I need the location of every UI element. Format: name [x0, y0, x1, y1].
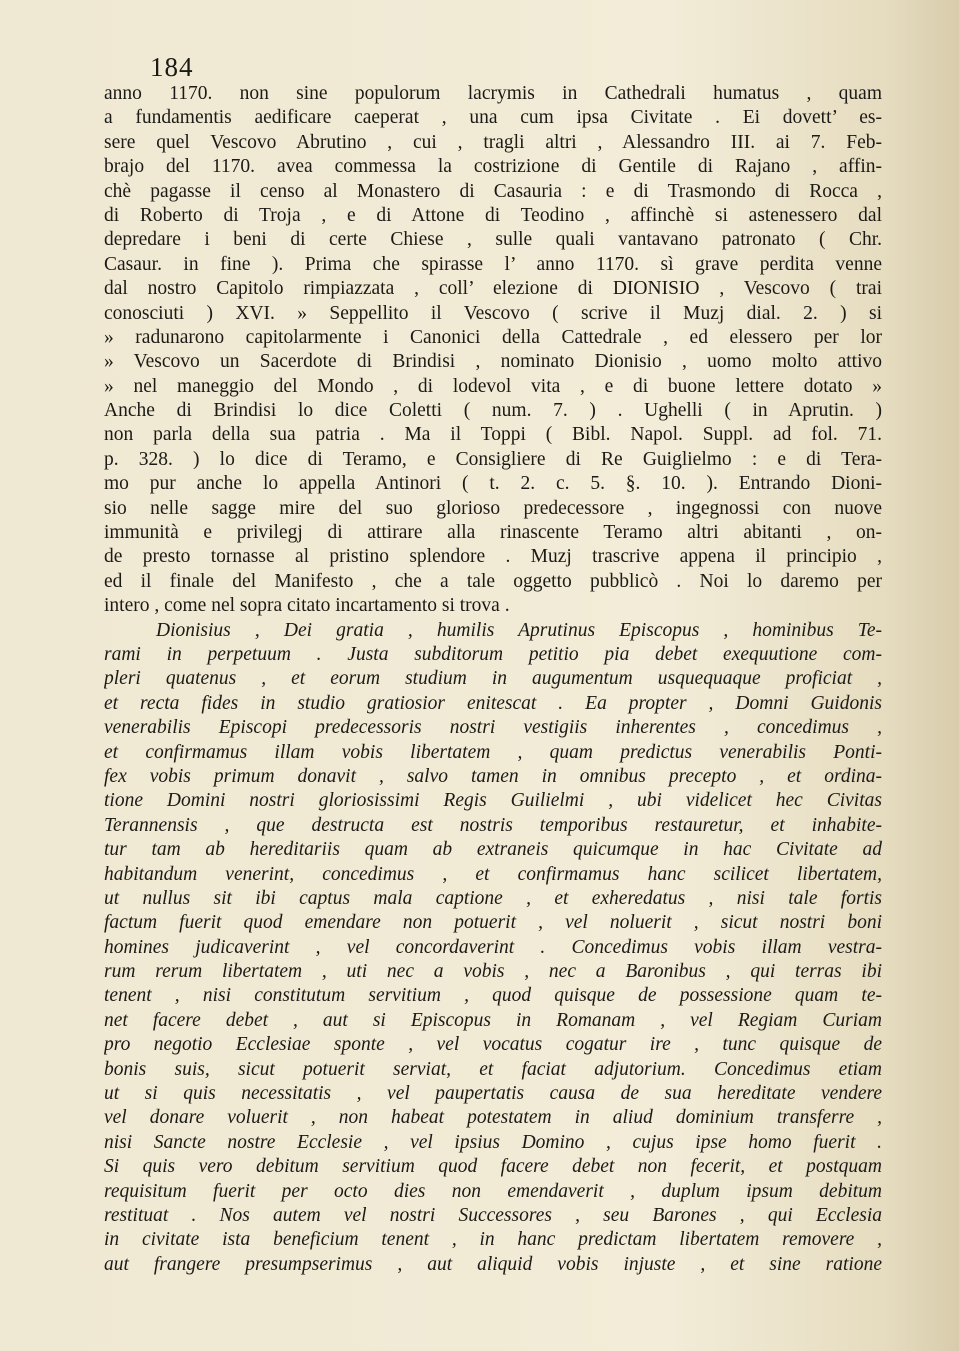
- text-line: di Roberto di Troja , e di Attone di Teodino , affinchè si astenessero dal: [104, 204, 882, 226]
- text-block: [104, 82, 882, 1277]
- latin-charter: [104, 619, 882, 1278]
- text-line: intero , come nel sopra citato incartamento si trova .: [104, 595, 510, 617]
- charter-line: Si quis vero debitum servitium quod facere debet non fecerit, et postquam: [104, 1156, 882, 1178]
- text-line: a fundamentis aedificare caeperat , una cum ipsa Civitate . Ei dovett’ es-: [104, 107, 882, 129]
- text-line: Anche di Brindisi lo dice Coletti ( num. 7. ) . Ughelli ( in Aprutin. ): [104, 400, 882, 422]
- charter-line: Terannensis , que destructa est nostris temporibus restauretur, et inhabite-: [104, 814, 882, 836]
- charter-line: in civitate ista beneficium tenent , in hanc predictam libertatem removere ,: [104, 1229, 882, 1251]
- charter-line: nisi Sancte nostre Ecclesie , vel ipsius Domino , cujus ipse homo fuerit .: [104, 1131, 882, 1153]
- charter-line: fex vobis primum donavit , salvo tamen in omnibus precepto , et ordina-: [104, 765, 882, 787]
- text-line: de presto tornasse al pristino splendore . Muzj trascrive appena il principio ,: [104, 546, 882, 568]
- charter-line: Dionisius , Dei gratia , humilis Aprutinus Episcopus , hominibus Te-: [156, 619, 882, 641]
- charter-line: homines judicaverint , vel concordaverint . Concedimus vobis illam vestra-: [104, 936, 882, 958]
- charter-line: factum fuerit quod emendare non potuerit , vel noluerit , sicut nostri boni: [104, 912, 882, 934]
- text-line: Casaur. in fine ). Prima che spirasse l’ anno 1170. sì grave perdita venne: [104, 253, 882, 275]
- charter-line: restituat . Nos autem vel nostri Successores , seu Barones , qui Ecclesia: [104, 1204, 882, 1226]
- charter-line: habitandum venerint, concedimus , et confirmamus hanc scilicet libertatem,: [104, 863, 882, 885]
- charter-line: rami in perpetuum . Justa subditorum petitio pia debet exequutione com-: [104, 643, 882, 665]
- charter-line: tenent , nisi constitutum servitium , quod quisque de possessione quam te-: [104, 985, 882, 1007]
- page-number: 184: [150, 52, 194, 82]
- text-line: » Vescovo un Sacerdote di Brindisi , nominato Dionisio , uomo molto attivo: [104, 351, 882, 373]
- charter-line: pro negotio Ecclesiae sponte , vel vocatus cogatur ire , tunc quisque de: [104, 1034, 882, 1056]
- charter-line: tione Domini nostri gloriosissimi Regis Guilielmi , ubi videlicet hec Civitas: [104, 790, 882, 812]
- text-line: » radunarono capitolarmente i Canonici della Cattedrale , ed elessero per lor: [104, 326, 882, 348]
- charter-line: venerabilis Episcopi predecessoris nostri vestigiis inherentes , concedimus ,: [104, 717, 882, 739]
- charter-line: tur tam ab hereditariis quam ab extraneis quicumque in hac Civitate ad: [104, 839, 882, 861]
- text-line: » nel maneggio del Mondo , di lodevol vita , e di buone lettere dotato »: [104, 375, 882, 397]
- text-line: brajo del 1170. avea commessa la costrizione di Gentile di Rajano , affin-: [104, 156, 882, 178]
- italian-prose: [104, 82, 882, 619]
- text-line: sere quel Vescovo Abrutino , cui , tragli altri , Alessandro III. ai 7. Feb-: [104, 131, 882, 153]
- text-line: conosciuti ) XVI. » Seppellito il Vescovo ( scrive il Muzj dial. 2. ) si: [104, 302, 882, 324]
- text-line: p. 328. ) lo dice di Teramo, e Consigliere di Re Guiglielmo : e di Tera-: [104, 448, 882, 470]
- text-line: non parla della sua patria . Ma il Toppi ( Bibl. Napol. Suppl. ad fol. 71.: [104, 424, 882, 446]
- charter-line: net facere debet , aut si Episcopus in Romanam , vel Regiam Curiam: [104, 1009, 882, 1031]
- charter-line: pleri quatenus , et eorum studium in augumentum usquequaque proficiat ,: [104, 668, 882, 690]
- charter-line: ut nullus sit ibi captus mala captione , et exheredatus , nisi tale fortis: [104, 887, 882, 909]
- text-line: ed il finale del Manifesto , che a tale oggetto pubblicò . Noi lo daremo per: [104, 570, 882, 592]
- charter-line: et recta fides in studio gratiosior enitescat . Ea propter , Domni Guidonis: [104, 692, 882, 714]
- charter-line: bonis suis, sicut potuerit serviat, et faciat adjutorium. Concedimus etiam: [104, 1058, 882, 1080]
- charter-line: aut frangere presumpserimus , aut aliquid vobis injuste , et sine ratione: [104, 1253, 882, 1275]
- text-line: immunità e privilegj di attirare alla rinascente Teramo altri abitanti , on-: [104, 522, 882, 544]
- text-line: anno 1170. non sine populorum lacrymis in Cathedrali humatus , quam: [104, 83, 882, 104]
- text-line: sio nelle sagge mire del suo glorioso predecessore , ingegnossi con nuove: [104, 497, 882, 519]
- text-line: chè pagasse il censo al Monastero di Casauria : e di Trasmondo di Rocca ,: [104, 180, 882, 202]
- charter-line: et confirmamus illam vobis libertatem , quam predictus venerabilis Ponti-: [104, 741, 882, 763]
- text-line: depredare i beni di certe Chiese , sulle quali vantavano patronato ( Chr.: [104, 229, 882, 251]
- charter-line: ut si quis necessitatis , vel paupertatis causa de sua hereditate vendere: [104, 1083, 882, 1105]
- text-line: mo pur anche lo appella Antinori ( t. 2. c. 5. §. 10. ). Entrando Dioni-: [104, 473, 882, 495]
- charter-line: vel donare voluerit , non habeat potestatem in aliud dominium transferre ,: [104, 1107, 882, 1129]
- charter-line: rum rerum libertatem , uti nec a vobis , nec a Baronibus , qui terras ibi: [104, 961, 882, 983]
- charter-line: requisitum fuerit per octo dies non emendaverit , duplum ipsum debitum: [104, 1180, 882, 1202]
- text-line: dal nostro Capitolo rimpiazzata , coll’ elezione di DIONISIO , Vescovo ( trai: [104, 278, 882, 300]
